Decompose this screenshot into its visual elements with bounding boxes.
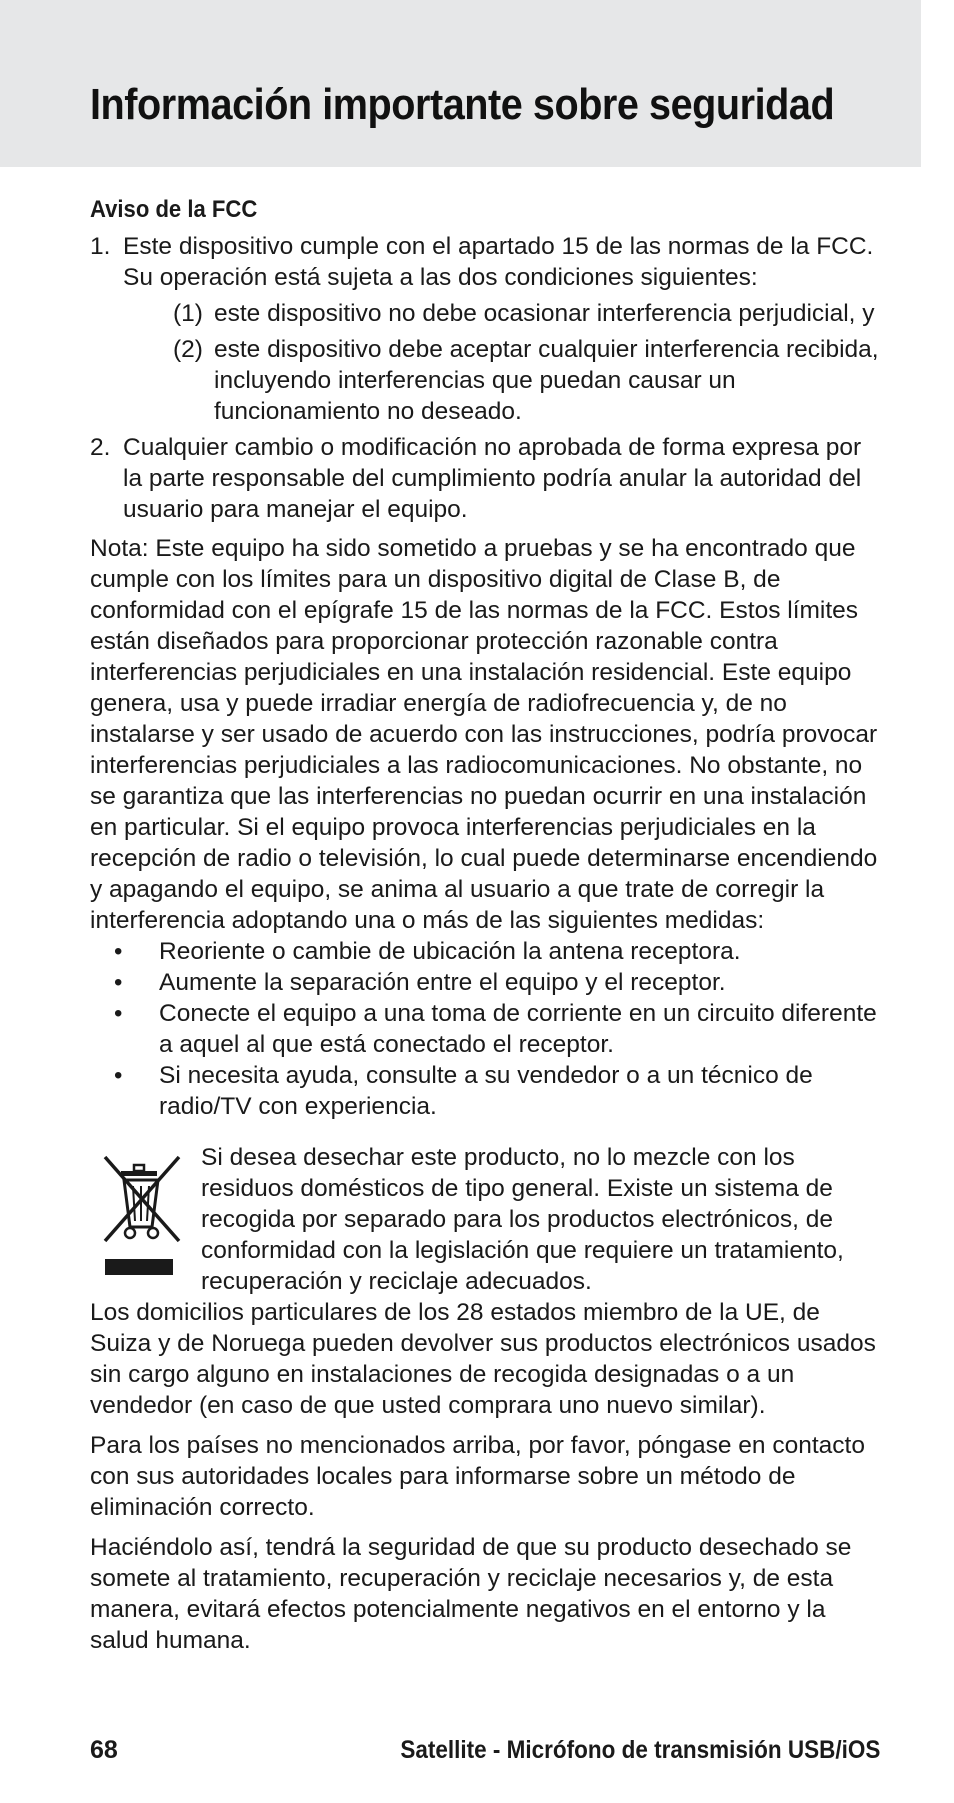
list-item-text: Cualquier cambio o modificación no aprobada de forma expresa por la parte responsable del cumplimiento podría anular la autoridad del usuario para manejar el equipo. [123,434,862,523]
list-marker: 2. [90,434,111,461]
list-item-text: este dispositivo no debe ocasionar interferencia perjudicial, y [214,300,875,327]
list-item-text: Reoriente o cambie de ubicación la antena receptora. [159,938,741,965]
header-band [0,0,921,167]
bullet-icon: • [114,1062,123,1089]
footer-product-title: Satellite - Micrófono de transmisión USB/iOS [399,1736,880,1764]
bullet-icon: • [114,969,123,996]
list-item-text: este dispositivo debe aceptar cualquier interferencia recibida, incluyendo interferencias que puedan causar un funcionamiento no deseado. [214,336,879,425]
list-item-text: Si necesita ayuda, consulte a su vendedor o a un técnico de radio/TV con experiencia. [159,1062,813,1120]
list-marker: 1. [90,233,111,260]
fcc-note-paragraph: Nota: Este equipo ha sido sometido a pruebas y se ha encontrado que cumple con los límites para un dispositivo digital de Clase B, de conformidad con el epígrafe 15 de las normas de la FCC. Estos límites están diseñados para proporcionar protección razonable contra interferencias perjudiciales en una instalación residencial. Este equipo genera, usa y puede irradiar energía de radiofrecuencia y, de no instalarse y ser usado de acuerdo con las instrucciones, podría provocar interferencias perjudiciales a las radiocomunicaciones. No obstante, no se garantiza que las interferencias no puedan ocurrir en una instalación en particular. Si el equipo provoca interferencias perjudiciales en la recepción de radio o televisión, lo cual puede determinarse encendiendo y apagando el equipo, se anima al usuario a que trate de corregir la interferencia adoptando una o más de las siguientes medidas: [90,535,878,934]
list-marker: (2) [173,336,203,363]
bullet-icon: • [114,1000,123,1027]
conditions-list [123,298,880,427]
list-item [123,298,880,329]
list-item [90,1060,880,1122]
page-content [90,194,880,1656]
list-item [90,432,880,525]
list-item [90,998,880,1060]
list-item [90,936,880,967]
list-item [123,334,880,427]
list-item-text: Este dispositivo cumple con el apartado 15 de las normas de la FCC. Su operación está sujeta a las dos condiciones siguientes: [123,233,874,291]
list-item [90,231,880,427]
page-footer [90,1736,880,1770]
list-item-text: Conecte el equipo a una toma de corriente en un circuito diferente a aquel al que está conectado el receptor. [159,1000,877,1058]
fcc-heading: Aviso de la FCC [90,196,258,223]
disposal-intro: Si desea desechar este producto, no lo mezcle con los residuos domésticos de tipo general. Existe un sistema de recogida por separado para los productos electrónicos, de conformidad con la legislación que requiere un tratamiento, recuperación y reciclaje adecuados. [201,1144,844,1295]
bullet-icon: • [114,938,123,965]
page-title: Información importante sobre seguridad [90,80,835,129]
list-item-text: Aumente la separación entre el equipo y el receptor. [159,969,726,996]
measures-list [90,936,880,1122]
fcc-numbered-list [90,231,880,525]
disposal-notice [90,1142,880,1297]
list-item [90,967,880,998]
page-number: 68 [90,1736,118,1764]
list-marker: (1) [173,300,203,327]
disposal-paragraph: Haciéndolo así, tendrá la seguridad de que su producto desechado se somete al tratamiento, recuperación y reciclaje necesarios y, de esta manera, evitará efectos potencialmente negativos en el entorno y la salud humana. [90,1534,852,1654]
disposal-paragraph: Los domicilios particulares de los 28 estados miembro de la UE, de Suiza y de Noruega pueden devolver sus productos electrónicos usados sin cargo alguno en instalaciones de recogida designadas o a un vendedor (en caso de que usted comprara uno nuevo similar). [90,1299,876,1419]
weee-crossed-bin-icon [97,1153,187,1283]
disposal-paragraph: Para los países no mencionados arriba, por favor, póngase en contacto con sus autoridades locales para informarse sobre un método de eliminación correcto. [90,1432,865,1521]
